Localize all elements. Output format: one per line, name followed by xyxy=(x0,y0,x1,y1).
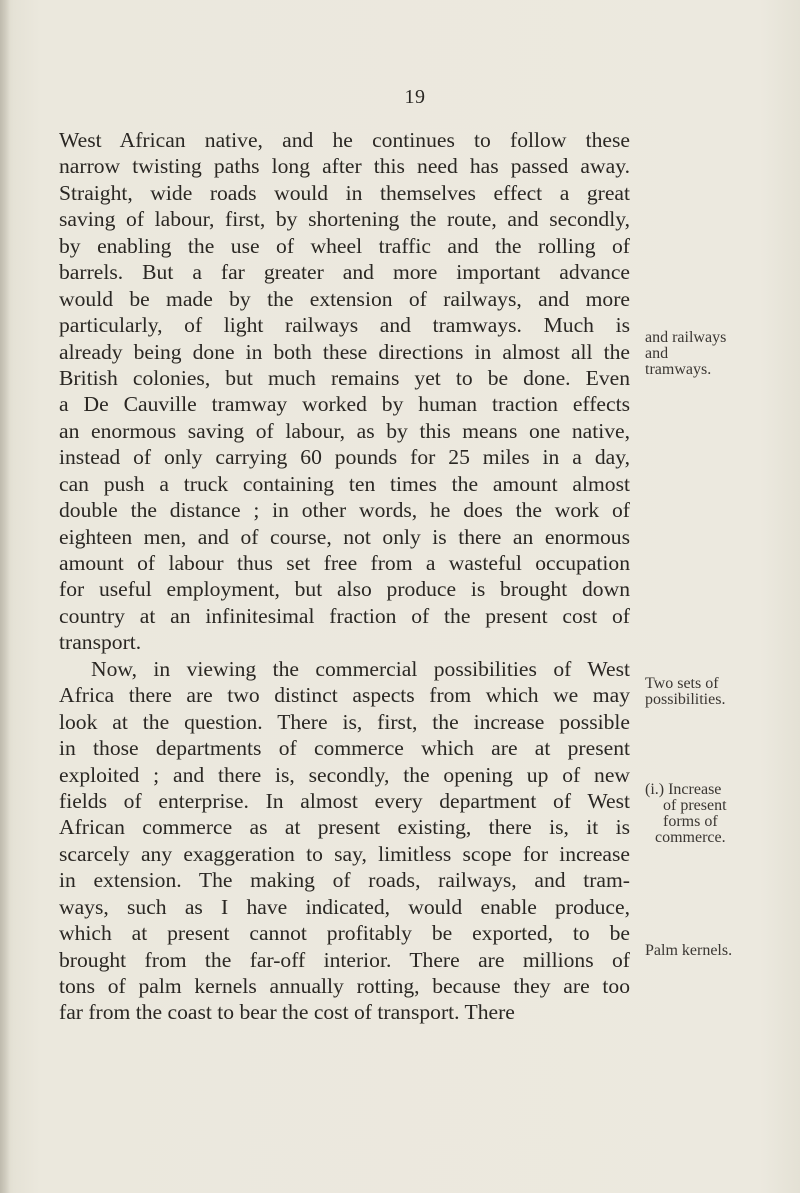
text-line: would be made by the extension of railways, and more xyxy=(59,286,630,311)
text-line: African commerce as at present existing, there is, it is xyxy=(59,815,630,840)
text-line: country at an infinitesimal fraction of the present cost of xyxy=(59,603,630,628)
text-line: Straight, wide roads would in themselves effect a great xyxy=(59,180,630,205)
margin-note-line: Two sets of xyxy=(645,675,719,692)
margin-note-line: Palm kernels. xyxy=(645,942,733,959)
text-line: West African native, and he continues to follow these xyxy=(59,128,630,152)
margin-note-railways xyxy=(645,330,795,378)
text-line: Now, in viewing the commercial possibilities of West xyxy=(91,656,630,681)
text-line: scarcely any exaggeration to say, limitless scope for increase xyxy=(59,841,630,866)
text-line: British colonies, but much remains yet to be done. Even xyxy=(59,365,630,390)
text-line: by enabling the use of wheel traffic and the rolling of xyxy=(59,233,630,258)
text-line: barrels. But a far greater and more important advance xyxy=(59,260,630,285)
margin-note-line: commerce. xyxy=(655,829,726,846)
text-line: for useful employment, but also produce is brought down xyxy=(59,577,630,602)
margin-note-line: and railways xyxy=(645,329,727,346)
margin-note-line: tramways. xyxy=(645,361,712,378)
text-line: eighteen men, and of course, not only is there an enormous xyxy=(59,524,630,549)
text-line: far from the coast to bear the cost of transport. There xyxy=(59,1000,515,1025)
page-gutter-shadow xyxy=(0,0,10,1193)
body-text xyxy=(59,127,630,1026)
text-line: which at present cannot profitably be exported, to be xyxy=(59,921,630,946)
page-number: 19 xyxy=(404,86,426,108)
margin-note-palm-kernels xyxy=(645,943,795,959)
text-line: particularly, of light railways and tramways. Much is xyxy=(59,313,630,338)
text-line: amount of labour thus set free from a wasteful occupation xyxy=(59,551,630,575)
margin-note-line: and xyxy=(645,345,669,362)
text-line: in those departments of commerce which are at present xyxy=(59,736,630,761)
text-line: look at the question. There is, first, the increase possible xyxy=(59,709,630,734)
text-line: already being done in both these directions in almost all the xyxy=(59,339,630,364)
text-line: Africa there are two distinct aspects from which we may xyxy=(59,683,630,708)
text-line: tons of palm kernels annually rotting, because they are too xyxy=(59,974,630,998)
text-line: saving of labour, first, by shortening the route, and secondly, xyxy=(59,207,630,232)
margin-note-line: possibilities. xyxy=(645,691,726,708)
text-line: narrow twisting paths long after this need has passed away. xyxy=(59,154,630,179)
text-line: ways, such as I have indicated, would enable produce, xyxy=(59,894,630,919)
text-line: instead of only carrying 60 pounds for 25 miles in a day, xyxy=(59,445,630,470)
margin-note-line: of present xyxy=(663,797,727,814)
margin-note-line: (i.) Increase xyxy=(645,781,722,798)
text-line: transport. xyxy=(59,630,142,655)
text-line: double the distance ; in other words, he does the work of xyxy=(59,498,630,523)
text-line: fields of enterprise. In almost every department of West xyxy=(59,788,630,813)
text-line: brought from the far-off interior. There are millions of xyxy=(59,947,630,972)
margin-note-increase xyxy=(645,782,795,846)
text-line: in extension. The making of roads, railways, and tram- xyxy=(59,868,630,893)
margin-note-line: forms of xyxy=(663,813,718,830)
text-line: exploited ; and there is, secondly, the opening up of new xyxy=(59,762,630,787)
text-line: can push a truck containing ten times the amount almost xyxy=(59,471,630,496)
text-line: an enormous saving of labour, as by this means one native, xyxy=(59,418,630,443)
margin-note-possibilities xyxy=(645,676,795,708)
text-line: a De Cauville tramway worked by human traction effects xyxy=(59,392,630,417)
